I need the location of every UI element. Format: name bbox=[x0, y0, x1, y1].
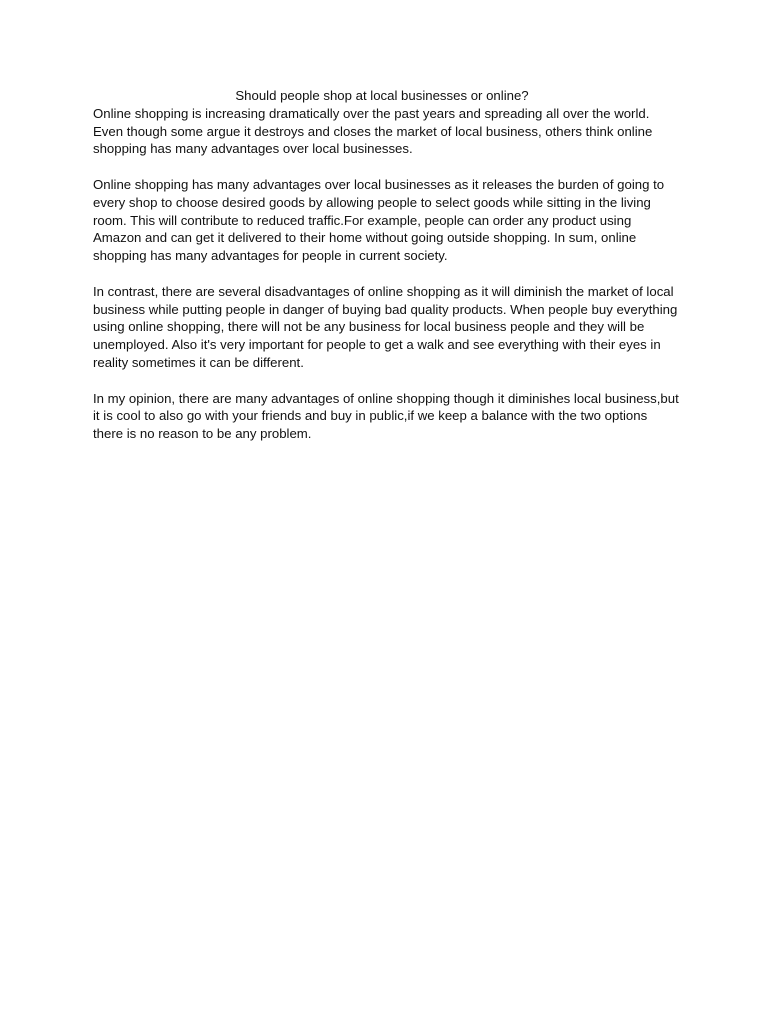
document-body bbox=[93, 87, 679, 461]
paragraph-advantages: Online shopping has many advantages over local businesses as it releases the burden of going to every shop to choose desired goods by allowing people to select goods while sitting in the living room. This will contribute to reduced traffic.For example, people can order any product using Amazon and can get it delivered to their home without going outside shopping. In sum, online shopping has many advantages for people in current society. bbox=[93, 176, 665, 264]
paragraph-conclusion: In my opinion, there are many advantages of online shopping though it diminishes local business,but it is cool to also go with your friends and buy in public,if we keep a balance with the two options there is no reason to be any problem. bbox=[93, 390, 679, 442]
paragraph-disadvantages: In contrast, there are several disadvantages of online shopping as it will diminish the market of local business while putting people in danger of buying bad quality products. When people buy everything using online shopping, there will not be any business for local business people and they will be unemployed. Also it's very important for people to get a walk and see everything with their eyes in reality sometimes it can be different. bbox=[93, 283, 678, 370]
document-title: Should people shop at local businesses or online? bbox=[235, 88, 529, 103]
paragraph-intro: Online shopping is increasing dramatically over the past years and spreading all over the world. Even though some argue it destroys and closes the market of local business, others think online shopping has many advantages over local businesses. bbox=[93, 105, 653, 157]
